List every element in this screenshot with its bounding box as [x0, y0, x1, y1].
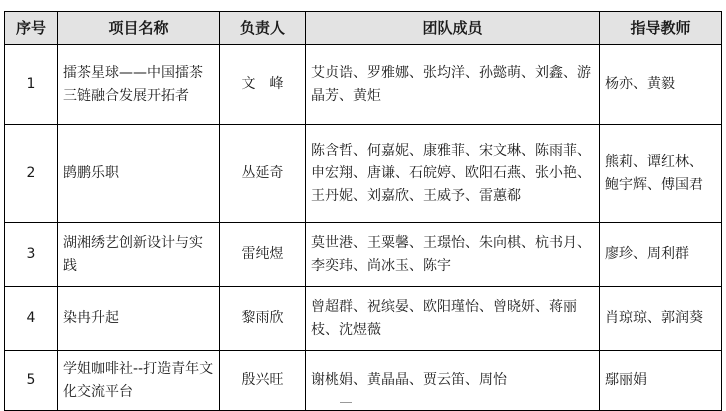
- page-edge-mark: [340, 402, 352, 403]
- project-lead: 文 峰: [220, 45, 306, 125]
- advisors: 鄢丽娟: [600, 351, 722, 411]
- header-row: [5, 12, 722, 45]
- table-row: [5, 223, 722, 287]
- team-members: 曾超群、祝缤晏、欧阳瑾怡、曾晓妍、蒋丽枝、沈煜薇: [306, 287, 600, 351]
- project-lead: 雷纯煜: [220, 223, 306, 287]
- project-lead: 丛延奇: [220, 125, 306, 223]
- project-name: 鹍鹏乐职: [58, 125, 220, 223]
- table-row: [5, 287, 722, 351]
- project-name: 湖湘绣艺创新设计与实践: [58, 223, 220, 287]
- row-number: 1: [5, 45, 58, 125]
- team-members: 艾贞诰、罗雅娜、张均洋、孙懿萌、刘鑫、游晶芳、黄炬: [306, 45, 600, 125]
- advisors: 杨亦、黄毅: [600, 45, 722, 125]
- project-lead: 殷兴旺: [220, 351, 306, 411]
- header-no: 序号: [5, 12, 58, 45]
- row-number: 3: [5, 223, 58, 287]
- row-number: 4: [5, 287, 58, 351]
- project-name: 染冉升起: [58, 287, 220, 351]
- advisors: 熊莉、谭红林、鲍宇辉、傅国君: [600, 125, 722, 223]
- project-name: 擂茶星球——中国擂茶三链融合发展开拓者: [58, 45, 220, 125]
- table-row: [5, 125, 722, 223]
- advisors: 廖珍、周利群: [600, 223, 722, 287]
- team-members: 陈含哲、何嘉妮、康雅菲、宋文琳、陈雨菲、申宏翔、唐谦、石皖婷、欧阳石燕、张小艳、王丹妮、刘嘉欣、王威予、雷蕙郗: [306, 125, 600, 223]
- project-name: 学姐咖啡社--打造青年文化交流平台: [58, 351, 220, 411]
- header-advisor: 指导教师: [600, 12, 722, 45]
- row-number: 2: [5, 125, 58, 223]
- header-project-name: 项目名称: [58, 12, 220, 45]
- team-members: 莫世港、王粟馨、王璟怡、朱向棋、杭书月、李奕玮、尚冰玉、陈宇: [306, 223, 600, 287]
- advisors: 肖琼琼、郭润葵: [600, 287, 722, 351]
- header-team: 团队成员: [306, 12, 600, 45]
- table-row: [5, 45, 722, 125]
- header-lead: 负责人: [220, 12, 306, 45]
- table-row: [5, 351, 722, 411]
- project-lead: 黎雨欣: [220, 287, 306, 351]
- team-members: 谢桃娟、黄晶晶、贾云笛、周怡: [306, 351, 600, 411]
- row-number: 5: [5, 351, 58, 411]
- project-table: [4, 11, 722, 411]
